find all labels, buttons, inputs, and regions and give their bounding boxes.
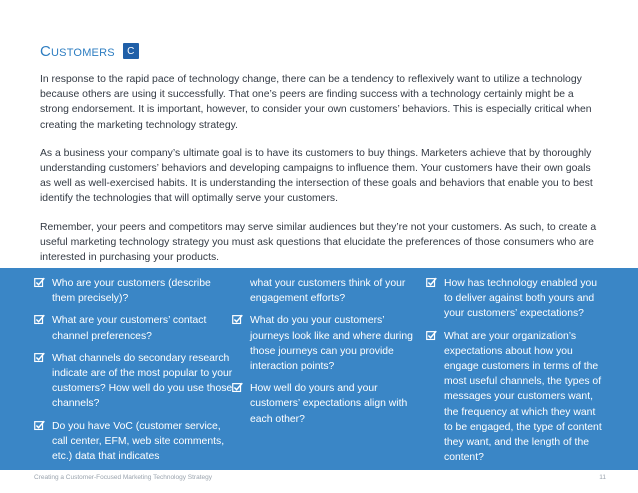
footer-title: Creating a Customer-Focused Marketing Technology Strategy [34, 474, 212, 481]
questions-column-3 [426, 276, 606, 472]
questions-panel [0, 268, 638, 470]
paragraph-1: In response to the rapid pace of technology change, there can be a tendency to reflexively want to utilize a technology because others are using it successfully. That one’s peers are finding success with a technology certainly might be a strong endorsement. It is important, however, to consider your own customers’ behaviors. This is especially critical when creating the marketing technology strategy. [40, 74, 592, 131]
section-badge: C [123, 43, 139, 59]
questions-column-2 [232, 276, 422, 434]
question-text: Do you have VoC (customer service, call center, EFM, web site comments, etc.) data that indicates [52, 420, 225, 463]
question-text: What channels do secondary research indicate are of the most popular to your customers? How well do you use those channels? [52, 352, 233, 410]
question-continuation [232, 276, 422, 306]
question-item [426, 329, 606, 466]
section-title: Customers [40, 42, 115, 60]
checkbox-icon [34, 352, 45, 363]
body-text [40, 72, 600, 278]
checkbox-icon [426, 277, 437, 288]
section-header [40, 40, 139, 62]
paragraph-2: As a business your company’s ultimate goal is to have its customers to buy things. Marketers achieve that by thoroughly understanding customers’ behaviors and developing campaigns to influence them. Your customers have their own goals as well as well-exercised habits. It is understanding the intersection of these goals and behaviors that enable you to best identify the technologies that will optimally serve your customers. [40, 147, 593, 205]
page-number: 11 [599, 474, 606, 481]
checkbox-icon [232, 382, 243, 393]
paragraph-3: Remember, your peers and competitors may serve similar audiences but they’re not your customers. As such, to create a useful marketing technology strategy you must ask questions that elucidate the preferences of those consumers who are interested in purchasing your products. [40, 221, 597, 264]
checkbox-icon [426, 330, 437, 341]
question-text: What are your organization’s expectations about how you engage customers in terms of the most useful channels, the types of messages your customers want, the frequency at which they want to be engaged, the type of content they want, and the length of the content? [444, 330, 602, 464]
question-item [34, 419, 234, 465]
question-item [34, 313, 234, 343]
question-item [232, 381, 422, 427]
question-text: How well do yours and your customers’ expectations align with each other? [250, 383, 408, 425]
checkbox-icon [34, 314, 45, 325]
question-text: what your customers think of your engagement efforts? [250, 278, 406, 305]
question-text: What do you your customers’ journeys look like and where during those journeys can you provide interaction points? [250, 315, 413, 373]
questions-column-1 [34, 276, 234, 471]
checkbox-icon [232, 314, 243, 325]
question-text: What are your customers’ contact channel preferences? [52, 315, 207, 342]
question-item [232, 313, 422, 374]
checkbox-icon [34, 277, 45, 288]
question-item [34, 351, 234, 412]
question-text: Who are your customers (describe them precisely)? [52, 278, 211, 305]
question-text: How has technology enabled you to deliver against both yours and your customers’ expectations? [444, 278, 598, 320]
question-item [34, 276, 234, 306]
checkbox-icon [34, 420, 45, 431]
question-item [426, 276, 606, 322]
